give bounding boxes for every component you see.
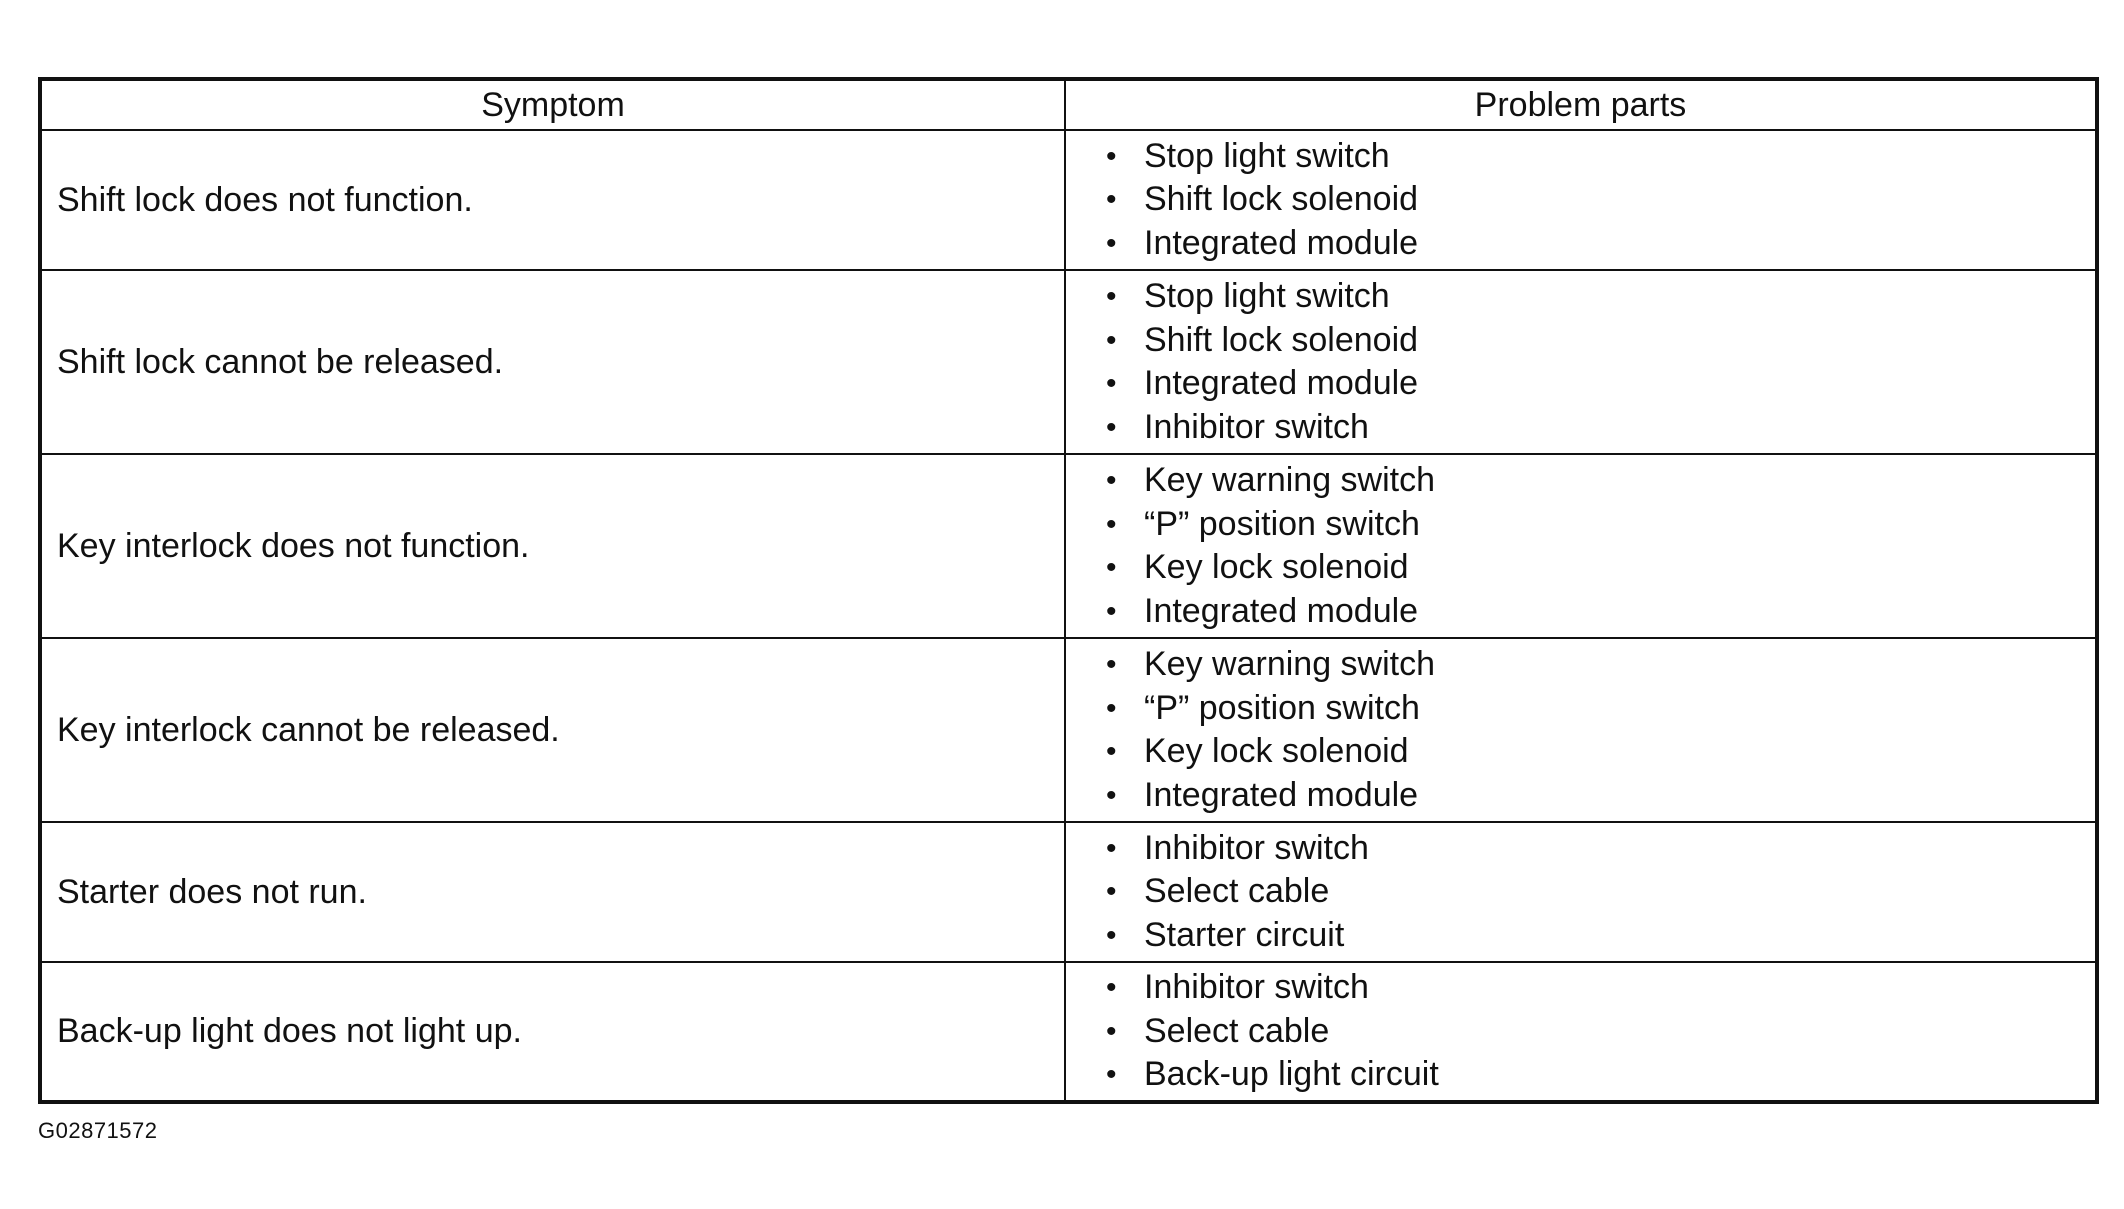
part-label: “P” position switch [1144, 504, 1420, 543]
bullet-icon: • [1106, 735, 1117, 768]
bullet-icon: • [1106, 875, 1117, 909]
part-label: Key lock solenoid [1144, 732, 1409, 770]
bullet-icon: • [1106, 648, 1117, 681]
part-label: Inhibitor switch [1144, 407, 1369, 446]
part-label: Select cable [1144, 872, 1330, 911]
list-item [1106, 643, 2095, 687]
problem-parts-list [1106, 135, 2095, 266]
part-label: Integrated module [1144, 223, 1419, 262]
table-row [40, 270, 2097, 454]
table-row [40, 454, 2097, 638]
bullet-icon: • [1106, 226, 1117, 260]
bullet-icon: • [1106, 918, 1117, 952]
table-row [40, 822, 2097, 962]
symptom-cell: Shift lock does not function. [40, 130, 1065, 270]
part-label: Shift lock solenoid [1144, 320, 1419, 359]
part-label: Inhibitor switch [1144, 968, 1369, 1007]
part-label: Shift lock solenoid [1144, 180, 1419, 219]
bullet-icon: • [1106, 507, 1117, 541]
list-item [1106, 966, 2095, 1010]
symptom-cell: Shift lock cannot be released. [40, 270, 1065, 454]
bullet-icon: • [1106, 280, 1117, 313]
part-label: Stop light switch [1144, 277, 1390, 315]
list-item [1106, 178, 2095, 222]
bullet-icon: • [1106, 323, 1117, 357]
list-item [1106, 1010, 2095, 1054]
list-item [1106, 1053, 2095, 1097]
problem-parts-list [1106, 275, 2095, 449]
list-item [1106, 135, 2095, 179]
list-item [1106, 687, 2095, 731]
symptom-cell: Key interlock cannot be released. [40, 638, 1065, 822]
list-item [1106, 459, 2095, 503]
list-item [1106, 362, 2095, 406]
bullet-icon: • [1106, 691, 1117, 725]
list-item [1106, 827, 2095, 871]
part-label: Integrated module [1144, 591, 1419, 630]
part-label: Key warning switch [1144, 645, 1436, 683]
problem-parts-list [1106, 643, 2095, 817]
list-item [1106, 319, 2095, 363]
troubleshooting-table [38, 77, 2099, 1104]
list-item [1106, 774, 2095, 818]
part-label: Key warning switch [1144, 461, 1436, 499]
bullet-icon: • [1106, 971, 1117, 1005]
problem-parts-list [1106, 966, 2095, 1097]
problem-parts-cell [1065, 638, 2097, 822]
part-label: Back-up light circuit [1144, 1055, 1439, 1094]
part-label: Key lock solenoid [1144, 548, 1409, 586]
symptom-cell: Back-up light does not light up. [40, 962, 1065, 1102]
problem-parts-list [1106, 827, 2095, 958]
list-item [1106, 406, 2095, 450]
problem-parts-cell [1065, 822, 2097, 962]
part-label: Inhibitor switch [1144, 828, 1369, 867]
bullet-icon: • [1106, 464, 1117, 497]
list-item [1106, 590, 2095, 634]
column-header-problem-parts: Problem parts [1065, 79, 2097, 130]
bullet-icon: • [1106, 139, 1117, 173]
bullet-icon: • [1106, 410, 1117, 444]
table-row [40, 638, 2097, 822]
bullet-icon: • [1106, 594, 1117, 628]
bullet-icon: • [1106, 831, 1117, 865]
problem-parts-cell [1065, 270, 2097, 454]
bullet-icon: • [1106, 1014, 1117, 1048]
bullet-icon: • [1106, 778, 1117, 812]
problem-parts-cell [1065, 962, 2097, 1102]
symptom-cell: Key interlock does not function. [40, 454, 1065, 638]
part-label: Integrated module [1144, 775, 1419, 814]
symptom-cell: Starter does not run. [40, 822, 1065, 962]
problem-parts-cell [1065, 454, 2097, 638]
problem-parts-list [1106, 459, 2095, 633]
part-label: Starter circuit [1144, 915, 1345, 954]
bullet-icon: • [1106, 367, 1117, 400]
bullet-icon: • [1106, 551, 1117, 584]
part-label: “P” position switch [1144, 688, 1420, 727]
list-item [1106, 914, 2095, 958]
table-row [40, 962, 2097, 1102]
figure-code: G02871572 [38, 1118, 158, 1143]
bullet-icon: • [1106, 1058, 1117, 1092]
list-item [1106, 275, 2095, 319]
part-label: Integrated module [1144, 364, 1419, 402]
part-label: Select cable [1144, 1011, 1330, 1050]
list-item [1106, 222, 2095, 266]
column-header-symptom: Symptom [40, 79, 1065, 130]
table-header-row [40, 79, 2097, 130]
list-item [1106, 503, 2095, 547]
part-label: Stop light switch [1144, 136, 1390, 175]
bullet-icon: • [1106, 183, 1117, 217]
list-item [1106, 546, 2095, 590]
list-item [1106, 730, 2095, 774]
problem-parts-cell [1065, 130, 2097, 270]
table-row [40, 130, 2097, 270]
list-item [1106, 870, 2095, 914]
